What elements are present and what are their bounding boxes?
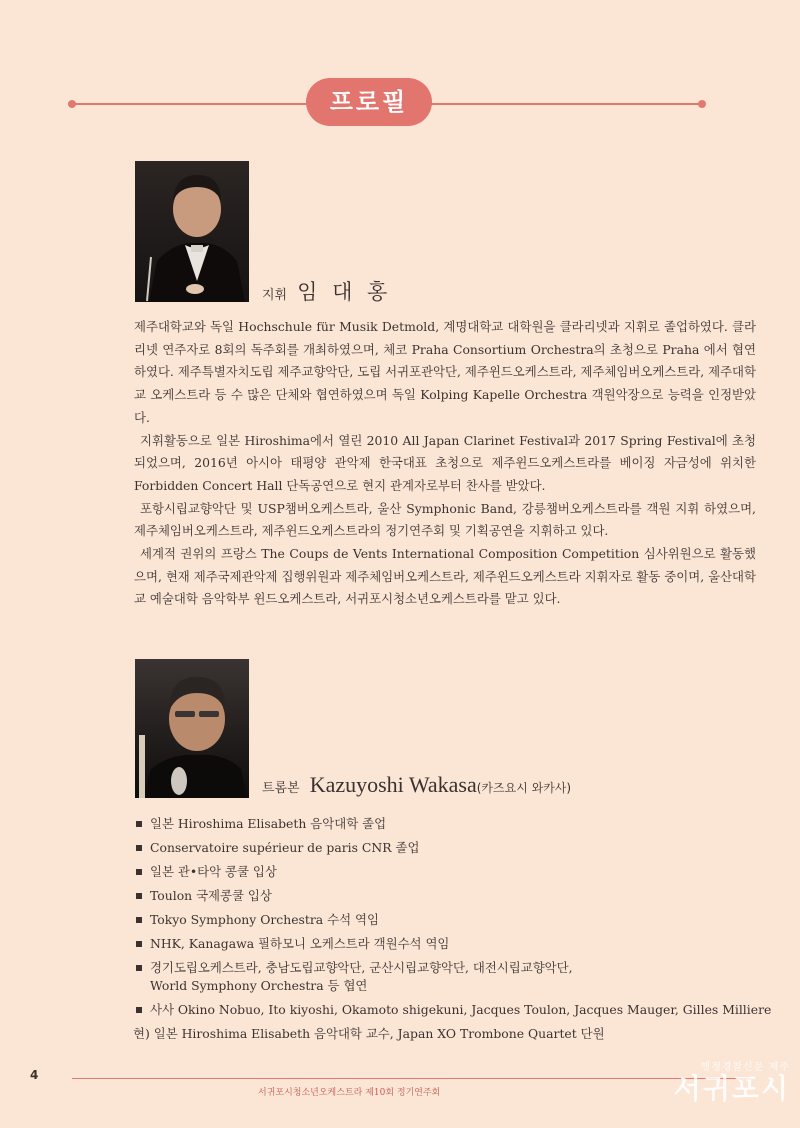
bullet-icon	[136, 869, 142, 875]
rule-dot-left	[68, 100, 76, 108]
bio-paragraph: 포항시립교향악단 및 USP챔버오케스트라, 울산 Symphonic Band, 강릉챔버오케스트라를 객원 지휘 하였으며, 제주체임버오케스트라, 제주윈드오케스트라의 정기연주회 및 기획공연을 지휘하고 있다.	[134, 500, 756, 539]
trombonist-photo	[135, 659, 249, 798]
watermark-big: 서귀포시	[673, 1072, 790, 1105]
bullet-icon	[136, 965, 142, 971]
bullet-icon	[136, 845, 142, 851]
trombonist-career-list	[134, 815, 774, 1043]
page-title: 프로필	[306, 78, 432, 126]
list-item: 일본 Hiroshima Elisabeth 음악대학 졸업	[134, 815, 774, 833]
conductor-name: 임 대 홍	[297, 280, 392, 304]
list-item: Conservatoire supérieur de paris CNR 졸업	[134, 839, 774, 857]
conductor-role: 지휘	[262, 288, 288, 303]
bullet-icon	[136, 917, 142, 923]
list-item: NHK, Kanagawa 필하모니 오케스트라 객원수석 역임	[134, 935, 774, 953]
conductor-name-line	[262, 276, 391, 306]
bullet-icon	[136, 821, 142, 827]
list-item: 일본 관•타악 콩쿨 입상	[134, 863, 774, 881]
watermark-top: 행정경찰신문 제주	[700, 1062, 790, 1073]
trombonist-name: Kazuyoshi Wakasa	[309, 772, 477, 797]
list-item: 경기도립오케스트라, 충남도립교향악단, 군산시립교향악단, 대전시립교향악단, World Symphony Orchestra 등 협연	[134, 959, 774, 995]
list-item: Toulon 국제콩쿨 입상	[134, 887, 774, 905]
footer-text: 서귀포시청소년오케스트라 제10회 정기연주회	[258, 1088, 441, 1098]
trombonist-name-line	[262, 772, 571, 798]
bio-paragraph: 제주대학교와 독일 Hochschule für Musik Detmold, 계명대학교 대학원을 클라리넷과 지휘로 졸업하였다. 클라리넷 연주자로 8회의 독주회를 개최하였으며, 체코 Praha Consortium Orchestra의 초청으로 Praha 에서 협연하였다. 제주특별자치도립 제주교향악단, 도립 서귀포관악단, 제주윈드오케스트라, 제주체임버오케스트라, 제주대학교 오케스트라 등 수 많은 단체와 협연하였으며 독일 Kolping Kapelle Orchestra 객원악장으로 능력을 인정받았다.	[134, 319, 756, 425]
bullet-icon	[136, 941, 142, 947]
current-position: 현) 일본 Hiroshima Elisabeth 음악대학 교수, Japan XO Trombone Quartet 단원	[133, 1026, 605, 1041]
bio-paragraph: 지휘활동으로 일본 Hiroshima에서 열린 2010 All Japan Clarinet Festival과 2017 Spring Festival에 초청되었으며, 2016년 아시아 태평양 관악제 한국대표 초청으로 제주윈드오케스트라를 베이징 자금성에 위치한 Forbidden Concert Hall 단독공연으로 현지 관계자로부터 찬사를 받았다.	[134, 432, 756, 493]
bullet-icon	[136, 893, 142, 899]
trombonist-name-note: (카즈요시 와카사)	[476, 781, 572, 795]
list-item: Tokyo Symphony Orchestra 수석 역임	[134, 911, 774, 929]
bullet-icon	[136, 1007, 142, 1013]
bio-paragraph: 세계적 권위의 프랑스 The Coups de Vents International Composition Competition 심사위원으로 활동했으며, 현재 제주국제관악제 집행위원과 제주체임버오케스트라, 제주윈드오케스트라 지휘자로 활동 중이며, 울산대학교 예술대학 음악학부 윈드오케스트라, 서귀포시청소년오케스트라를 맡고 있다.	[134, 546, 756, 607]
conductor-photo	[135, 161, 249, 302]
rule-dot-right	[698, 100, 706, 108]
list-item: 사사 Okino Nobuo, Ito kiyoshi, Okamoto shigekuni, Jacques Toulon, Jacques Mauger, Gilles Milliere	[134, 1001, 774, 1019]
page-number: 4	[30, 1068, 39, 1082]
conductor-bio	[134, 316, 756, 611]
watermark	[674, 1058, 790, 1105]
footer-rule	[72, 1078, 750, 1079]
trombonist-role: 트롬본	[262, 781, 300, 796]
